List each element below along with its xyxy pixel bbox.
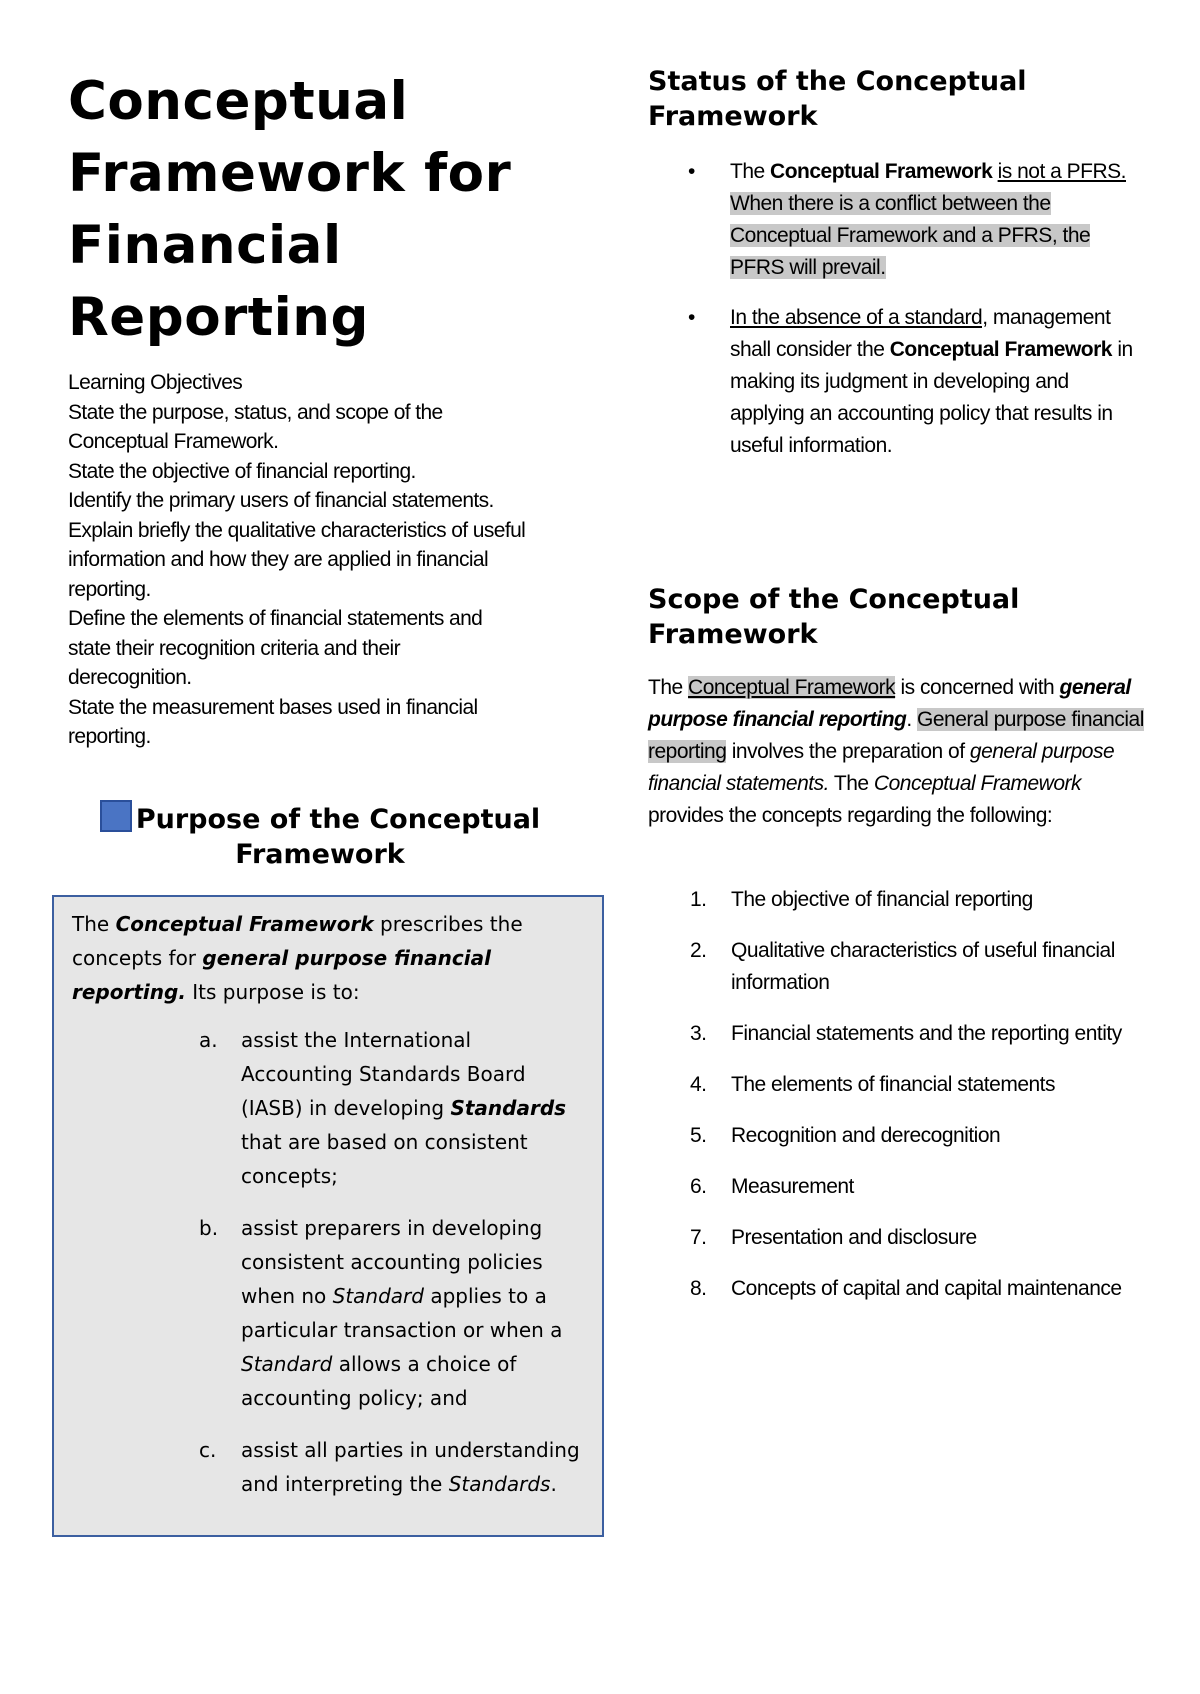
text-run: The (730, 160, 771, 183)
list-item-text: Measurement (731, 1175, 854, 1198)
scope-heading-line2: Framework (648, 619, 818, 650)
list-item (199, 1023, 588, 1193)
learning-objectives (68, 368, 588, 752)
objective-line: State the measurement bases used in financial (68, 695, 478, 719)
list-item (648, 1069, 1148, 1101)
highlighted-text: When there is a conflict between the Conceptual Framework and a PFRS, the PFRS will prevail. (730, 192, 1091, 279)
status-heading (648, 64, 1168, 134)
text-run: general purpose financial reporting. (72, 946, 491, 1004)
title-line: Financial (68, 215, 342, 276)
text-run: is not a PFRS. (997, 160, 1126, 183)
list-item (648, 1273, 1148, 1305)
purpose-heading-line2: Framework (235, 839, 405, 870)
objective-line: Define the elements of financial statements and (68, 607, 483, 630)
text-run: Conceptual Framework (889, 338, 1112, 361)
list-item-text: Concepts of capital and capital maintenance (731, 1277, 1122, 1300)
objective-line: State the purpose, status, and scope of the (68, 400, 443, 424)
purpose-list (72, 1023, 588, 1501)
purpose-intro (72, 907, 588, 1009)
list-item-text: Recognition and derecognition (731, 1124, 1001, 1147)
list-marker: c. (199, 1438, 217, 1462)
list-number: 6. (690, 1175, 707, 1198)
text-run: assist the International Accounting Standards Board (IASB) in developing (241, 1028, 526, 1120)
purpose-heading-line1: Purpose of the Conceptual (135, 804, 541, 835)
objective-line: state their recognition criteria and their (68, 636, 400, 660)
text-run: allows a choice of accounting policy; and (241, 1352, 517, 1410)
text-run: Conceptual Framework (115, 912, 374, 936)
text-run: The (72, 912, 116, 936)
scope-heading (648, 582, 1168, 652)
title-line: Reporting (68, 287, 369, 348)
text-run: In the absence of a standard, (730, 306, 988, 329)
list-item (648, 156, 1148, 284)
list-item (648, 935, 1148, 999)
status-heading-line2: Framework (648, 101, 818, 132)
text-run: prescribes the concepts for (72, 912, 523, 970)
list-item (648, 884, 1148, 916)
list-number: 1. (690, 888, 707, 911)
list-item (648, 1171, 1148, 1203)
objective-line: Explain briefly the qualitative characteristics of useful (68, 518, 526, 542)
text-run: general purpose financial statements. (648, 740, 1115, 795)
list-marker: a. (199, 1028, 218, 1052)
scope-heading-line1: Scope of the Conceptual (648, 584, 1020, 615)
text-run: provides the concepts regarding the following: (648, 804, 1053, 827)
text-run: The (648, 676, 689, 699)
list-item (199, 1433, 588, 1501)
list-item (648, 1018, 1148, 1050)
highlighted-text: Conceptual Framework (688, 676, 896, 699)
text-run: management shall consider the (730, 306, 1111, 361)
list-item (648, 1120, 1148, 1152)
text-run: . (906, 708, 918, 731)
list-item (648, 1222, 1148, 1254)
text-run: assist all parties in understanding and interpreting the (241, 1438, 580, 1496)
text-run: The (828, 772, 874, 795)
text-run: Its purpose is to: (185, 980, 360, 1004)
objective-line: derecognition. (68, 666, 192, 689)
objective-line: reporting. (68, 577, 151, 601)
text-run: Conceptual Framework (873, 772, 1082, 795)
list-item-text: The objective of financial reporting (731, 888, 1033, 911)
text-run: is concerned with (895, 676, 1060, 699)
text-run: Standards (448, 1472, 551, 1496)
scope-list (648, 884, 1148, 1324)
list-number: 3. (690, 1022, 707, 1045)
scope-paragraph (648, 672, 1148, 832)
list-item (648, 302, 1148, 462)
text-run: general purpose financial reporting (648, 676, 1131, 731)
objective-line: information and how they are applied in financial (68, 548, 489, 571)
objective-line: Identify the primary users of financial statements. (68, 489, 494, 512)
text-run: assist preparers in developing consistent accounting policies when no (241, 1216, 543, 1308)
purpose-heading (70, 800, 570, 872)
status-list (648, 156, 1148, 480)
page-title (68, 66, 588, 354)
objective-line: State the objective of financial reporting. (68, 459, 416, 483)
list-item-text: Presentation and disclosure (731, 1226, 977, 1249)
list-number: 5. (690, 1124, 707, 1147)
list-number: 8. (690, 1277, 707, 1300)
title-line: Framework for (68, 143, 512, 204)
list-item-text: Qualitative characteristics of useful financial information (731, 939, 1115, 994)
list-item-text: Financial statements and the reporting entity (731, 1022, 1122, 1045)
list-number: 2. (690, 939, 707, 962)
objective-line: Conceptual Framework. (68, 430, 279, 453)
text-run: involves the preparation of (726, 740, 970, 763)
list-number: 4. (690, 1073, 707, 1096)
text-run: that are based on consistent concepts; (241, 1130, 528, 1188)
objectives-heading: Learning Objectives (68, 371, 243, 394)
highlighted-text: General purpose financial reporting (648, 708, 1144, 763)
text-run: Standard (332, 1284, 424, 1308)
text-run: Standard (241, 1352, 333, 1376)
square-bullet-icon (100, 800, 132, 832)
list-item-text: The elements of financial statements (731, 1073, 1056, 1096)
list-marker: b. (199, 1216, 219, 1240)
list-number: 7. (690, 1226, 707, 1249)
text-run: applies to a particular transaction or when a (241, 1284, 563, 1342)
objective-line: reporting. (68, 725, 151, 748)
title-line: Conceptual (68, 71, 409, 132)
bullet-dot-icon: • (688, 160, 695, 183)
list-item (199, 1211, 588, 1415)
purpose-box (52, 895, 604, 1537)
text-run: . (550, 1472, 557, 1496)
text-run: in making its judgment in developing and applying an accounting policy that results in useful information. (730, 338, 1133, 457)
status-heading-line1: Status of the Conceptual (648, 66, 1027, 97)
text-run: Standards (450, 1096, 567, 1120)
bullet-dot-icon: • (688, 306, 695, 329)
text-run: Conceptual Framework (770, 160, 993, 183)
